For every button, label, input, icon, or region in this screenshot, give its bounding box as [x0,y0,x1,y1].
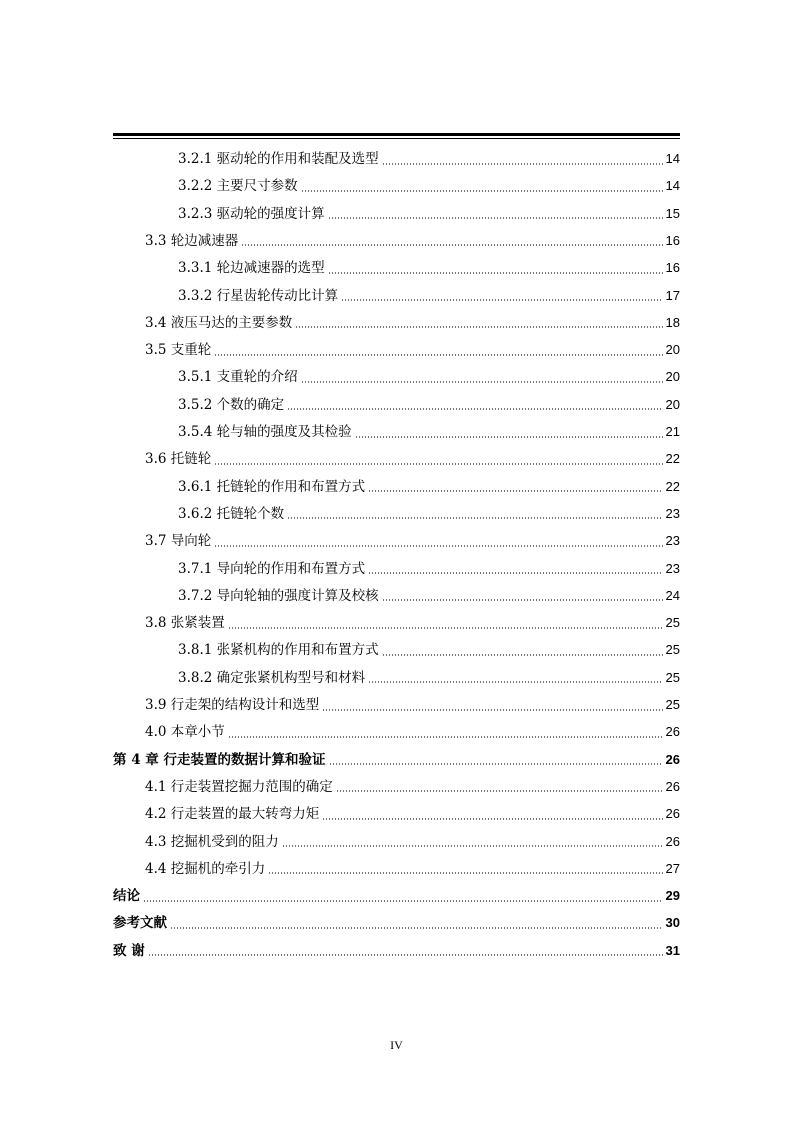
toc-dot-leader [328,272,663,274]
page-number: IV [390,1038,403,1052]
toc-entry-page: 26 [665,751,680,767]
toc-entry-title: 3.6 托链轮 [145,451,212,468]
toc-entry-title: 3.5.1 支重轮的介绍 [178,369,298,386]
toc-entry[interactable] [178,474,680,500]
toc-dot-leader [287,517,662,519]
toc-entry-page: 23 [665,560,680,576]
toc-entry-title: 3.8.1 张紧机构的作用和布置方式 [178,642,379,659]
toc-entry[interactable] [145,228,680,254]
toc-entry-title: 3.8 张紧装置 [145,615,225,632]
toc-entry-page: 25 [665,697,680,712]
toc-dot-leader [301,381,663,383]
header-rule-thick [113,133,680,136]
toc-dot-leader [382,163,663,165]
toc-entry-title: 3.3.2 行星齿轮传动比计算 [178,287,339,304]
toc-entry[interactable] [178,146,680,172]
toc-entry-page: 16 [665,232,680,248]
toc-dot-leader [382,599,663,601]
toc-entry[interactable] [145,337,680,363]
toc-entry[interactable] [145,829,680,855]
toc-dot-leader [336,790,663,792]
toc-dot-leader [322,709,662,711]
toc-entry-title: 4.2 行走装置的最大转弯力矩 [145,806,320,823]
toc-entry-page: 24 [665,587,680,603]
toc-dot-leader [241,244,662,246]
toc-entry-title: 3.9 行走架的结构设计和选型 [145,697,320,713]
toc-entry-page: 25 [665,642,680,658]
toc-entry[interactable] [145,692,680,718]
toc-dot-leader [148,954,663,956]
toc-entry-title: 参考文献 [113,915,167,932]
toc-entry[interactable] [145,719,680,745]
toc-entry[interactable] [178,501,680,527]
toc-dot-leader [301,190,663,192]
toc-entry-page: 26 [665,724,680,740]
toc-dot-leader [170,927,663,929]
toc-entry-title: 3.5 支重轮 [145,342,212,359]
header-rule-thin [113,138,680,139]
toc-entry[interactable] [145,446,680,472]
toc-dot-leader [368,572,662,574]
toc-entry-page: 25 [665,615,680,631]
toc-entry[interactable] [145,610,680,636]
toc-entry-title: 3.2.2 主要尺寸参数 [178,178,298,195]
toc-dot-leader [368,490,662,492]
toc-entry-title: 致 谢 [113,942,145,959]
toc-entry-title: 3.2.1 驱动轮的作用和装配及选型 [178,151,379,167]
toc-entry-page: 18 [665,314,680,330]
toc-entry[interactable] [145,528,680,554]
toc-entry-page: 22 [665,478,680,494]
toc-entry-page: 17 [665,287,680,303]
toc-entry[interactable] [178,173,680,199]
toc-dot-leader [287,408,662,410]
toc-entry[interactable] [113,747,680,773]
toc-entry[interactable] [145,310,680,336]
toc-dot-leader [143,900,663,902]
toc-entry[interactable] [178,637,680,663]
toc-entry-title: 3.5.4 轮与轴的强度及其检验 [178,424,352,440]
toc-dot-leader [295,326,662,328]
toc-entry-page: 20 [665,342,680,358]
toc-entry-title: 4.1 行走装置挖掘力范围的确定 [145,778,333,795]
toc-dot-leader [322,818,662,820]
toc-entry[interactable] [178,255,680,281]
toc-entry-page: 14 [665,178,680,194]
toc-entry-page: 22 [665,451,680,467]
toc-entry-title: 结论 [113,888,140,905]
toc-entry-title: 4.0 本章小节 [145,724,225,741]
toc-dot-leader [368,681,662,683]
toc-entry-title: 4.3 挖掘机受到的阻力 [145,833,279,850]
toc-entry-page: 23 [665,505,680,521]
toc-entry-page: 26 [665,806,680,822]
toc-entry[interactable] [178,201,680,227]
toc-entry-title: 3.7 导向轮 [145,533,212,550]
toc-dot-leader [228,627,663,629]
toc-dot-leader [328,217,663,219]
toc-entry-title: 3.3 轮边减速器 [145,232,239,249]
toc-dot-leader [268,872,662,874]
toc-entry-page: 30 [665,915,680,931]
toc-entry[interactable] [178,556,680,582]
toc-entry-title: 3.2.3 驱动轮的强度计算 [178,205,325,222]
toc-entry-page: 20 [665,396,680,412]
toc-entry-title: 3.7.2 导向轮轴的强度计算及校核 [178,587,379,604]
toc-entry[interactable] [113,910,680,936]
toc-entry[interactable] [145,774,680,800]
toc-entry-title: 3.6.1 托链轮的作用和布置方式 [178,478,366,495]
toc-entry-title: 3.7.1 导向轮的作用和布置方式 [178,560,366,577]
toc-entry-title: 3.5.2 个数的确定 [178,396,285,413]
toc-entry-page: 20 [665,369,680,385]
toc-entry[interactable] [113,883,680,909]
toc-entry-title: 4.4 挖掘机的牵引力 [145,860,266,877]
toc-entry-page: 25 [665,669,680,685]
toc-dot-leader [341,299,662,301]
toc-entry[interactable] [178,419,680,445]
toc-dot-leader [228,736,663,738]
toc-entry-page: 21 [665,424,680,439]
toc-entry[interactable] [145,856,680,882]
toc-entry-page: 16 [665,260,680,276]
toc-entry[interactable] [178,364,680,390]
toc-entry-title: 3.8.2 确定张紧机构型号和材料 [178,669,366,686]
toc-dot-leader [355,436,663,438]
toc-dot-leader [382,654,663,656]
toc-entry-page: 29 [665,888,680,904]
toc-dot-leader [214,545,662,547]
toc-dot-leader [214,354,662,356]
toc-entry-title: 3.6.2 托链轮个数 [178,505,285,522]
toc-entry-page: 26 [665,833,680,849]
toc-dot-leader [282,845,663,847]
toc-dot-leader [214,463,662,465]
toc-entry-title: 3.4 液压马达的主要参数 [145,314,293,331]
toc-entry[interactable] [178,583,680,609]
toc-entry-page: 15 [665,205,680,221]
toc-entry[interactable] [113,938,680,964]
toc-entry[interactable] [178,392,680,418]
toc-entry-page: 14 [665,151,680,166]
toc-entry-title: 第 4 章 行走装置的数据计算和验证 [113,751,326,768]
toc-entry-page: 26 [665,778,680,794]
toc-entry-page: 27 [665,860,680,876]
toc-dot-leader [329,763,663,765]
toc-entry[interactable] [145,801,680,827]
toc-entry[interactable] [178,283,680,309]
toc-entry-title: 3.3.1 轮边减速器的选型 [178,260,325,277]
toc-entry-page: 23 [665,533,680,549]
toc-entry[interactable] [178,665,680,691]
toc-entry-page: 31 [665,942,680,958]
